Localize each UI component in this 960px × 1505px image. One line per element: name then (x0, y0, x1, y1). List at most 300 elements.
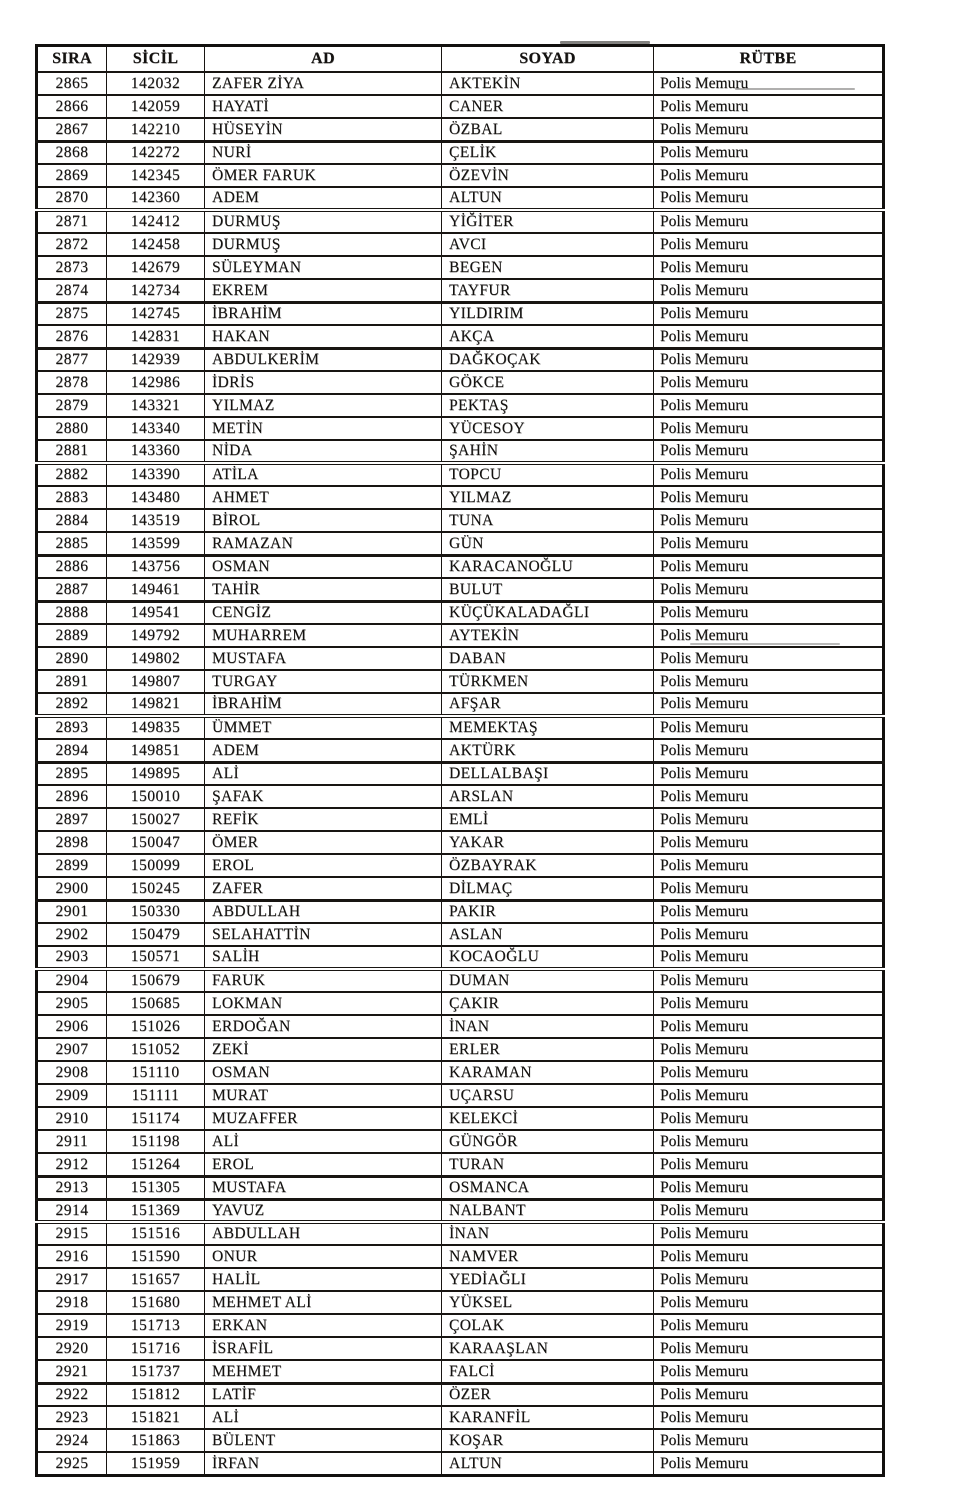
cell-sicil: 150099 (107, 854, 205, 877)
cell-soyad: AVCI (442, 233, 654, 256)
cell-sira: 2904 (37, 969, 107, 992)
cell-sira: 2909 (37, 1084, 107, 1107)
cell-sicil: 143360 (107, 440, 205, 463)
cell-ad: TURGAY (205, 670, 442, 693)
cell-sicil: 151174 (107, 1107, 205, 1130)
table-row (37, 371, 884, 394)
cell-sira: 2898 (37, 831, 107, 854)
cell-sicil: 151305 (107, 1176, 205, 1199)
cell-sira: 2910 (37, 1107, 107, 1130)
cell-soyad: ÇOLAK (442, 1314, 654, 1337)
cell-sicil: 150685 (107, 992, 205, 1015)
table-row (37, 1038, 884, 1061)
cell-ad: ABDULKERİM (205, 348, 442, 371)
cell-sicil: 142412 (107, 210, 205, 233)
cell-sira: 2922 (37, 1383, 107, 1406)
cell-soyad: KARAAŞLAN (442, 1337, 654, 1360)
cell-ad: SALİH (205, 946, 442, 969)
cell-ad: ADEM (205, 739, 442, 762)
cell-sira: 2885 (37, 532, 107, 555)
cell-ad: ZAFER (205, 877, 442, 900)
cell-ad: ATİLA (205, 463, 442, 486)
cell-rutbe: Polis Memuru (654, 440, 884, 463)
table-row (37, 624, 884, 647)
cell-sicil: 142345 (107, 164, 205, 187)
cell-sira: 2913 (37, 1176, 107, 1199)
cell-soyad: ŞAHİN (442, 440, 654, 463)
table-row (37, 831, 884, 854)
table-row (37, 1222, 884, 1245)
table-row (37, 739, 884, 762)
cell-soyad: TÜRKMEN (442, 670, 654, 693)
cell-rutbe: Polis Memuru (654, 1107, 884, 1130)
cell-soyad: GÜNGÖR (442, 1130, 654, 1153)
cell-sicil: 151680 (107, 1291, 205, 1314)
table-row (37, 693, 884, 716)
cell-sira: 2917 (37, 1268, 107, 1291)
cell-sicil: 151821 (107, 1406, 205, 1429)
cell-rutbe: Polis Memuru (654, 463, 884, 486)
cell-sira: 2876 (37, 325, 107, 348)
cell-rutbe: Polis Memuru (654, 164, 884, 187)
cell-sira: 2915 (37, 1222, 107, 1245)
cell-soyad: PEKTAŞ (442, 394, 654, 417)
cell-rutbe: Polis Memuru (654, 1199, 884, 1222)
cell-soyad: NALBANT (442, 1199, 654, 1222)
cell-sira: 2891 (37, 670, 107, 693)
table-row (37, 440, 884, 463)
cell-rutbe: Polis Memuru (654, 923, 884, 946)
cell-soyad: ASLAN (442, 923, 654, 946)
cell-rutbe: Polis Memuru (654, 900, 884, 923)
cell-soyad: YİĞİTER (442, 210, 654, 233)
cell-sicil: 151052 (107, 1038, 205, 1061)
cell-sira: 2870 (37, 187, 107, 210)
cell-sicil: 151737 (107, 1360, 205, 1383)
cell-sicil: 142986 (107, 371, 205, 394)
cell-soyad: BULUT (442, 578, 654, 601)
cell-soyad: İNAN (442, 1222, 654, 1245)
table-row (37, 1199, 884, 1222)
cell-sicil: 143340 (107, 417, 205, 440)
cell-soyad: GÜN (442, 532, 654, 555)
cell-sicil: 150571 (107, 946, 205, 969)
cell-ad: YAVUZ (205, 1199, 442, 1222)
table-row (37, 1383, 884, 1406)
cell-ad: MUSTAFA (205, 647, 442, 670)
cell-soyad: TAYFUR (442, 279, 654, 302)
table-row (37, 72, 884, 95)
cell-soyad: YILMAZ (442, 486, 654, 509)
table-row (37, 946, 884, 969)
cell-ad: SELAHATTİN (205, 923, 442, 946)
cell-ad: ŞAFAK (205, 785, 442, 808)
cell-sira: 2880 (37, 417, 107, 440)
cell-ad: OSMAN (205, 555, 442, 578)
cell-soyad: UÇARSU (442, 1084, 654, 1107)
cell-soyad: ARSLAN (442, 785, 654, 808)
cell-rutbe: Polis Memuru (654, 1084, 884, 1107)
table-row (37, 233, 884, 256)
cell-rutbe: Polis Memuru (654, 233, 884, 256)
table-row (37, 969, 884, 992)
cell-soyad: DAĞKOÇAK (442, 348, 654, 371)
cell-rutbe: Polis Memuru (654, 394, 884, 417)
cell-soyad: YÜCESOY (442, 417, 654, 440)
table-row (37, 348, 884, 371)
cell-soyad: KÜÇÜKALADAĞLI (442, 601, 654, 624)
table-row (37, 463, 884, 486)
cell-soyad: DELLALBAŞI (442, 762, 654, 785)
cell-ad: MEHMET ALİ (205, 1291, 442, 1314)
cell-soyad: YÜKSEL (442, 1291, 654, 1314)
cell-sira: 2866 (37, 95, 107, 118)
cell-ad: EROL (205, 854, 442, 877)
table-row (37, 716, 884, 739)
table-row (37, 1153, 884, 1176)
table-row (37, 1268, 884, 1291)
cell-sira: 2905 (37, 992, 107, 1015)
cell-soyad: YILDIRIM (442, 302, 654, 325)
cell-ad: HALİL (205, 1268, 442, 1291)
cell-sicil: 151026 (107, 1015, 205, 1038)
cell-ad: REFİK (205, 808, 442, 831)
cell-ad: İRFAN (205, 1452, 442, 1475)
cell-ad: ALİ (205, 1130, 442, 1153)
table-row (37, 1452, 884, 1475)
cell-sira: 2868 (37, 141, 107, 164)
cell-rutbe: Polis Memuru (654, 279, 884, 302)
cell-ad: ZEKİ (205, 1038, 442, 1061)
cell-rutbe: Polis Memuru (654, 854, 884, 877)
cell-sicil: 142032 (107, 72, 205, 95)
cell-rutbe: Polis Memuru (654, 1337, 884, 1360)
cell-sira: 2877 (37, 348, 107, 371)
cell-sira: 2871 (37, 210, 107, 233)
table-row (37, 417, 884, 440)
cell-rutbe: Polis Memuru (654, 693, 884, 716)
cell-sicil: 143321 (107, 394, 205, 417)
cell-sicil: 151516 (107, 1222, 205, 1245)
table-row (37, 95, 884, 118)
cell-sicil: 151110 (107, 1061, 205, 1084)
cell-ad: MURAT (205, 1084, 442, 1107)
cell-soyad: FALCİ (442, 1360, 654, 1383)
table-row (37, 854, 884, 877)
cell-sicil: 143390 (107, 463, 205, 486)
cell-rutbe: Polis Memuru (654, 1406, 884, 1429)
cell-sicil: 149835 (107, 716, 205, 739)
col-header-soyad: SOYAD (442, 46, 654, 73)
cell-soyad: NAMVER (442, 1245, 654, 1268)
table-row (37, 1245, 884, 1268)
cell-sira: 2872 (37, 233, 107, 256)
table-row (37, 923, 884, 946)
cell-sicil: 142458 (107, 233, 205, 256)
cell-soyad: ÇELİK (442, 141, 654, 164)
cell-soyad: ALTUN (442, 1452, 654, 1475)
table-row (37, 187, 884, 210)
cell-sicil: 143519 (107, 509, 205, 532)
cell-soyad: ÖZBAYRAK (442, 854, 654, 877)
table-row (37, 302, 884, 325)
table-row (37, 808, 884, 831)
cell-sicil: 151198 (107, 1130, 205, 1153)
cell-sira: 2874 (37, 279, 107, 302)
cell-sicil: 149895 (107, 762, 205, 785)
table-row (37, 532, 884, 555)
header-row (37, 46, 884, 73)
cell-ad: METİN (205, 417, 442, 440)
cell-rutbe: Polis Memuru (654, 1061, 884, 1084)
cell-sicil: 150047 (107, 831, 205, 854)
cell-rutbe: Polis Memuru (654, 371, 884, 394)
cell-soyad: AKTÜRK (442, 739, 654, 762)
cell-soyad: DUMAN (442, 969, 654, 992)
cell-ad: MUHARREM (205, 624, 442, 647)
cell-sicil: 150027 (107, 808, 205, 831)
cell-ad: HAKAN (205, 325, 442, 348)
table-row (37, 509, 884, 532)
cell-sira: 2921 (37, 1360, 107, 1383)
cell-sira: 2892 (37, 693, 107, 716)
cell-ad: İBRAHİM (205, 302, 442, 325)
cell-sicil: 151111 (107, 1084, 205, 1107)
cell-sicil: 150010 (107, 785, 205, 808)
cell-rutbe: Polis Memuru (654, 95, 884, 118)
cell-sicil: 142734 (107, 279, 205, 302)
table-row (37, 141, 884, 164)
cell-sira: 2875 (37, 302, 107, 325)
cell-sicil: 149792 (107, 624, 205, 647)
cell-rutbe: Polis Memuru (654, 509, 884, 532)
cell-ad: DURMUŞ (205, 233, 442, 256)
cell-soyad: TUNA (442, 509, 654, 532)
cell-soyad: AFŞAR (442, 693, 654, 716)
cell-soyad: GÖKCE (442, 371, 654, 394)
cell-rutbe: Polis Memuru (654, 141, 884, 164)
table-row (37, 578, 884, 601)
cell-rutbe: Polis Memuru (654, 716, 884, 739)
cell-soyad: KOŞAR (442, 1429, 654, 1452)
cell-sira: 2908 (37, 1061, 107, 1084)
cell-sicil: 149807 (107, 670, 205, 693)
cell-rutbe: Polis Memuru (654, 1429, 884, 1452)
cell-rutbe: Polis Memuru (654, 969, 884, 992)
table-row (37, 1015, 884, 1038)
cell-sicil: 150479 (107, 923, 205, 946)
cell-rutbe: Polis Memuru (654, 1268, 884, 1291)
cell-ad: NURİ (205, 141, 442, 164)
cell-sicil: 142210 (107, 118, 205, 141)
cell-sicil: 142059 (107, 95, 205, 118)
cell-ad: MEHMET (205, 1360, 442, 1383)
cell-rutbe: Polis Memuru (654, 417, 884, 440)
cell-rutbe: Polis Memuru (654, 1176, 884, 1199)
cell-sicil: 151369 (107, 1199, 205, 1222)
cell-rutbe: Polis Memuru (654, 348, 884, 371)
cell-sira: 2873 (37, 256, 107, 279)
cell-ad: EROL (205, 1153, 442, 1176)
cell-sira: 2901 (37, 900, 107, 923)
cell-sira: 2893 (37, 716, 107, 739)
cell-rutbe: Polis Memuru (654, 624, 884, 647)
cell-sicil: 143480 (107, 486, 205, 509)
cell-sicil: 149821 (107, 693, 205, 716)
cell-sira: 2883 (37, 486, 107, 509)
personnel-table (35, 44, 885, 1477)
cell-sicil: 142939 (107, 348, 205, 371)
cell-ad: LATİF (205, 1383, 442, 1406)
table-row (37, 256, 884, 279)
cell-rutbe: Polis Memuru (654, 739, 884, 762)
cell-ad: SÜLEYMAN (205, 256, 442, 279)
cell-soyad: ÖZBAL (442, 118, 654, 141)
cell-ad: AHMET (205, 486, 442, 509)
table-row (37, 1314, 884, 1337)
cell-sira: 2886 (37, 555, 107, 578)
cell-sira: 2882 (37, 463, 107, 486)
cell-ad: DURMUŞ (205, 210, 442, 233)
cell-sicil: 151812 (107, 1383, 205, 1406)
cell-ad: NİDA (205, 440, 442, 463)
table-row (37, 1130, 884, 1153)
cell-rutbe: Polis Memuru (654, 1130, 884, 1153)
table-row (37, 1360, 884, 1383)
cell-sira: 2911 (37, 1130, 107, 1153)
cell-rutbe: Polis Memuru (654, 1314, 884, 1337)
cell-soyad: AKTEKİN (442, 72, 654, 95)
cell-sicil: 151863 (107, 1429, 205, 1452)
cell-sira: 2914 (37, 1199, 107, 1222)
cell-sicil: 150679 (107, 969, 205, 992)
table-row (37, 555, 884, 578)
cell-soyad: PAKIR (442, 900, 654, 923)
table-row (37, 647, 884, 670)
table-row (37, 1084, 884, 1107)
cell-ad: ÜMMET (205, 716, 442, 739)
cell-ad: ABDULLAH (205, 1222, 442, 1245)
cell-rutbe: Polis Memuru (654, 1038, 884, 1061)
cell-ad: İDRİS (205, 371, 442, 394)
cell-ad: MUSTAFA (205, 1176, 442, 1199)
table-row (37, 279, 884, 302)
cell-sira: 2897 (37, 808, 107, 831)
cell-sira: 2919 (37, 1314, 107, 1337)
cell-sira: 2918 (37, 1291, 107, 1314)
cell-rutbe: Polis Memuru (654, 1153, 884, 1176)
cell-ad: ERDOĞAN (205, 1015, 442, 1038)
cell-sira: 2902 (37, 923, 107, 946)
cell-rutbe: Polis Memuru (654, 210, 884, 233)
table-row (37, 210, 884, 233)
cell-soyad: İNAN (442, 1015, 654, 1038)
cell-sicil: 149461 (107, 578, 205, 601)
cell-soyad: TURAN (442, 1153, 654, 1176)
cell-sira: 2924 (37, 1429, 107, 1452)
cell-rutbe: Polis Memuru (654, 831, 884, 854)
cell-sira: 2903 (37, 946, 107, 969)
cell-soyad: CANER (442, 95, 654, 118)
cell-sicil: 142831 (107, 325, 205, 348)
cell-rutbe: Polis Memuru (654, 992, 884, 1015)
cell-rutbe: Polis Memuru (654, 601, 884, 624)
cell-ad: ALİ (205, 1406, 442, 1429)
cell-ad: ONUR (205, 1245, 442, 1268)
cell-sira: 2867 (37, 118, 107, 141)
col-header-ad: AD (205, 46, 442, 73)
cell-sira: 2879 (37, 394, 107, 417)
cell-soyad: DABAN (442, 647, 654, 670)
cell-soyad: AKÇA (442, 325, 654, 348)
cell-ad: YILMAZ (205, 394, 442, 417)
cell-rutbe: Polis Memuru (654, 1015, 884, 1038)
cell-sicil: 151713 (107, 1314, 205, 1337)
cell-ad: ZAFER ZİYA (205, 72, 442, 95)
cell-ad: ABDULLAH (205, 900, 442, 923)
cell-sira: 2907 (37, 1038, 107, 1061)
cell-ad: ADEM (205, 187, 442, 210)
cell-ad: EKREM (205, 279, 442, 302)
cell-rutbe: Polis Memuru (654, 578, 884, 601)
cell-rutbe: Polis Memuru (654, 670, 884, 693)
cell-soyad: KOCAOĞLU (442, 946, 654, 969)
cell-ad: BİROL (205, 509, 442, 532)
cell-soyad: KELEKCİ (442, 1107, 654, 1130)
cell-rutbe: Polis Memuru (654, 555, 884, 578)
cell-ad: TAHİR (205, 578, 442, 601)
cell-sira: 2890 (37, 647, 107, 670)
cell-sira: 2900 (37, 877, 107, 900)
table-row (37, 1107, 884, 1130)
cell-ad: ÖMER FARUK (205, 164, 442, 187)
cell-sira: 2888 (37, 601, 107, 624)
cell-sira: 2881 (37, 440, 107, 463)
cell-sicil: 149802 (107, 647, 205, 670)
cell-sira: 2912 (37, 1153, 107, 1176)
table-body (37, 72, 884, 1475)
cell-rutbe: Polis Memuru (654, 1245, 884, 1268)
table-row (37, 486, 884, 509)
table-row (37, 394, 884, 417)
cell-ad: FARUK (205, 969, 442, 992)
cell-soyad: MEMEKTAŞ (442, 716, 654, 739)
cell-sira: 2865 (37, 72, 107, 95)
cell-sicil: 142745 (107, 302, 205, 325)
cell-rutbe: Polis Memuru (654, 1291, 884, 1314)
table-row (37, 992, 884, 1015)
table-row (37, 164, 884, 187)
cell-rutbe: Polis Memuru (654, 1222, 884, 1245)
col-header-rutbe: RÜTBE (654, 46, 884, 73)
cell-soyad: YAKAR (442, 831, 654, 854)
cell-sicil: 151716 (107, 1337, 205, 1360)
cell-ad: ALİ (205, 762, 442, 785)
cell-ad: CENGİZ (205, 601, 442, 624)
cell-rutbe: Polis Memuru (654, 1360, 884, 1383)
table-row (37, 785, 884, 808)
cell-rutbe: Polis Memuru (654, 647, 884, 670)
cell-soyad: ÖZEVİN (442, 164, 654, 187)
cell-soyad: DİLMAÇ (442, 877, 654, 900)
cell-sicil: 151264 (107, 1153, 205, 1176)
cell-soyad: BEGEN (442, 256, 654, 279)
col-header-sira: SIRA (37, 46, 107, 73)
cell-sira: 2899 (37, 854, 107, 877)
cell-sicil: 143599 (107, 532, 205, 555)
table-row (37, 1429, 884, 1452)
cell-sicil: 142272 (107, 141, 205, 164)
